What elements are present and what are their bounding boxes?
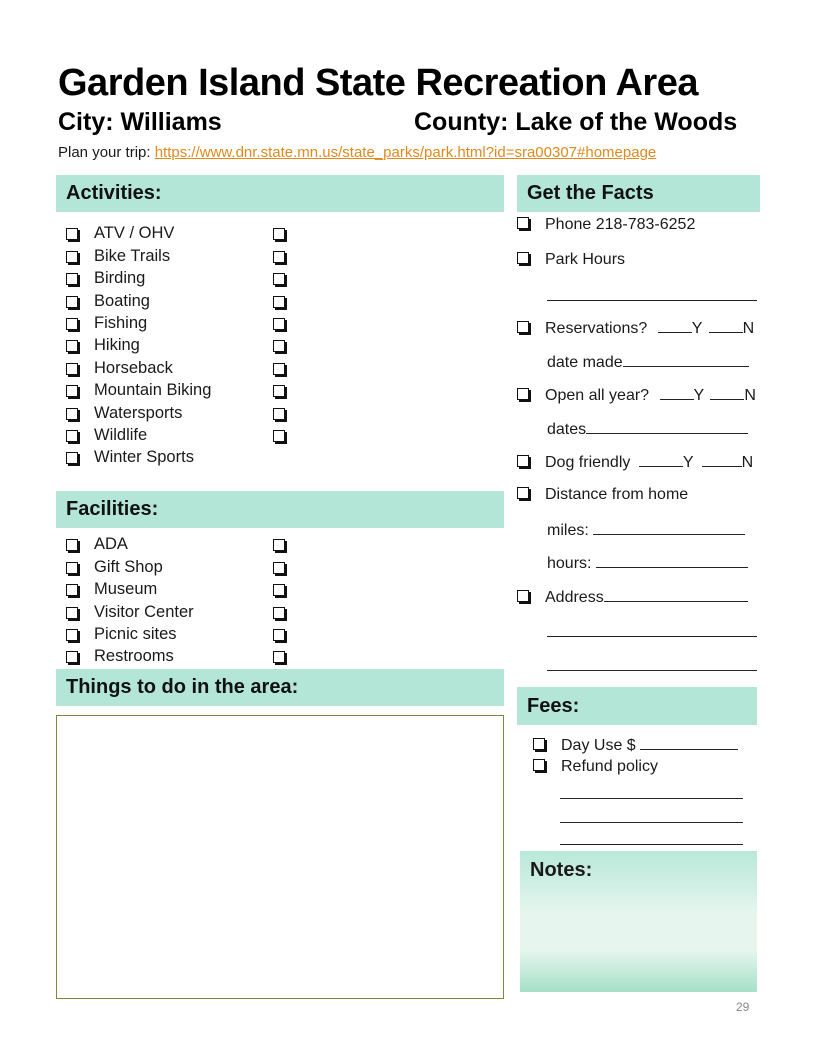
phone-item[interactable]: Phone 218-783-6252 (517, 216, 695, 234)
dog-friendly-item[interactable]: Dog friendly Y N (517, 452, 753, 472)
dates-field[interactable]: dates (547, 419, 748, 439)
checkbox[interactable] (66, 562, 78, 574)
dates-line[interactable] (586, 419, 748, 434)
open-all-year-item[interactable]: Open all year? Y N (517, 385, 756, 405)
reservations-yes-line[interactable] (658, 318, 692, 333)
miles-line[interactable] (593, 520, 745, 535)
facility-item[interactable]: ADA (66, 535, 128, 554)
plan-trip-line (58, 144, 656, 161)
checkbox[interactable] (517, 590, 529, 602)
distance-item[interactable]: Distance from home (517, 486, 688, 504)
refund-policy-item[interactable]: Refund policy (533, 758, 658, 776)
blank-activity-checkbox[interactable] (273, 340, 285, 352)
activity-item[interactable]: Fishing (66, 314, 147, 333)
hours-field[interactable]: hours: (547, 553, 748, 573)
checkbox[interactable] (66, 430, 78, 442)
date-made-field[interactable]: date made (547, 352, 749, 372)
checkbox[interactable] (66, 452, 78, 464)
checkbox[interactable] (66, 539, 78, 551)
activity-item[interactable]: Winter Sports (66, 448, 194, 467)
things-to-do-box[interactable] (56, 715, 504, 999)
notes-box[interactable] (520, 851, 757, 992)
blank-activity-checkbox[interactable] (273, 408, 285, 420)
blank-facility-checkbox[interactable] (273, 562, 285, 574)
address-line[interactable] (604, 587, 748, 602)
facility-item[interactable]: Museum (66, 580, 157, 599)
checkbox[interactable] (533, 759, 545, 771)
reservations-no-line[interactable] (709, 318, 743, 333)
blank-activity-checkbox[interactable] (273, 296, 285, 308)
facts-heading: Get the Facts (517, 175, 760, 212)
activity-item[interactable]: Mountain Biking (66, 381, 211, 400)
address-item[interactable]: Address (517, 587, 748, 607)
checkbox[interactable] (66, 318, 78, 330)
park-hours-line[interactable] (547, 286, 757, 301)
blank-activity-checkbox[interactable] (273, 251, 285, 263)
checkbox[interactable] (517, 252, 529, 264)
refund-line-2[interactable] (560, 808, 743, 823)
open-year-no-line[interactable] (710, 385, 744, 400)
open-year-yes-line[interactable] (660, 385, 694, 400)
blank-activity-checkbox[interactable] (273, 385, 285, 397)
city-label: City: Williams (58, 108, 222, 136)
plan-trip-label: Plan your trip: (58, 144, 151, 161)
park-hours-item[interactable]: Park Hours (517, 251, 625, 269)
checkbox[interactable] (66, 296, 78, 308)
date-made-line[interactable] (623, 352, 749, 367)
checkbox[interactable] (517, 455, 529, 467)
checkbox[interactable] (66, 251, 78, 263)
address-line-2[interactable] (547, 622, 757, 637)
facility-item[interactable]: Gift Shop (66, 558, 163, 577)
park-website-link[interactable]: https://www.dnr.state.mn.us/state_parks/park.html?id=sra00307#homepage (154, 144, 657, 161)
things-to-do-heading: Things to do in the area: (56, 669, 504, 706)
activity-item[interactable]: Hiking (66, 336, 140, 355)
checkbox[interactable] (66, 340, 78, 352)
activities-heading: Activities: (56, 175, 504, 212)
blank-facility-checkbox[interactable] (273, 629, 285, 641)
day-use-item[interactable]: Day Use $ (533, 735, 738, 755)
page-title: Garden Island State Recreation Area (58, 62, 698, 104)
checkbox[interactable] (66, 408, 78, 420)
blank-facility-checkbox[interactable] (273, 607, 285, 619)
county-label: County: Lake of the Woods (414, 108, 738, 136)
blank-activity-checkbox[interactable] (273, 318, 285, 330)
checkbox[interactable] (66, 607, 78, 619)
dog-no-line[interactable] (702, 452, 742, 467)
facilities-heading: Facilities: (56, 491, 504, 528)
blank-facility-checkbox[interactable] (273, 584, 285, 596)
checkbox[interactable] (66, 363, 78, 375)
checkbox[interactable] (66, 651, 78, 663)
hours-line[interactable] (596, 553, 748, 568)
activity-item[interactable]: Horseback (66, 359, 173, 378)
notes-heading: Notes: (530, 859, 593, 881)
activity-item[interactable]: Boating (66, 292, 150, 311)
dog-yes-line[interactable] (639, 452, 683, 467)
miles-field[interactable]: miles: (547, 520, 745, 540)
day-use-line[interactable] (640, 735, 738, 750)
checkbox[interactable] (66, 629, 78, 641)
page-number: 29 (736, 1000, 750, 1014)
activity-item[interactable]: Birding (66, 269, 145, 288)
blank-facility-checkbox[interactable] (273, 539, 285, 551)
checkbox[interactable] (517, 487, 529, 499)
checkbox[interactable] (66, 273, 78, 285)
refund-line-1[interactable] (560, 784, 743, 799)
checkbox[interactable] (66, 584, 78, 596)
checkbox[interactable] (533, 738, 545, 750)
blank-activity-checkbox[interactable] (273, 430, 285, 442)
checkbox[interactable] (66, 228, 78, 240)
checkbox[interactable] (66, 385, 78, 397)
facility-item[interactable]: Restrooms (66, 647, 174, 666)
refund-line-3[interactable] (560, 830, 743, 845)
blank-activity-checkbox[interactable] (273, 363, 285, 375)
blank-facility-checkbox[interactable] (273, 651, 285, 663)
activity-item[interactable]: Wildlife (66, 426, 147, 445)
checkbox[interactable] (517, 388, 529, 400)
checkbox[interactable] (517, 321, 529, 333)
activity-item[interactable]: Bike Trails (66, 247, 170, 266)
activity-item[interactable]: Watersports (66, 404, 182, 423)
fees-heading: Fees: (517, 687, 757, 725)
facility-item[interactable]: Visitor Center (66, 603, 194, 622)
blank-activity-checkbox[interactable] (273, 228, 285, 240)
activity-item[interactable]: ATV / OHV (66, 224, 174, 243)
address-line-3[interactable] (547, 656, 757, 671)
blank-activity-checkbox[interactable] (273, 273, 285, 285)
checkbox[interactable] (517, 217, 529, 229)
reservations-item[interactable]: Reservations? Y N (517, 318, 754, 338)
facility-item[interactable]: Picnic sites (66, 625, 177, 644)
